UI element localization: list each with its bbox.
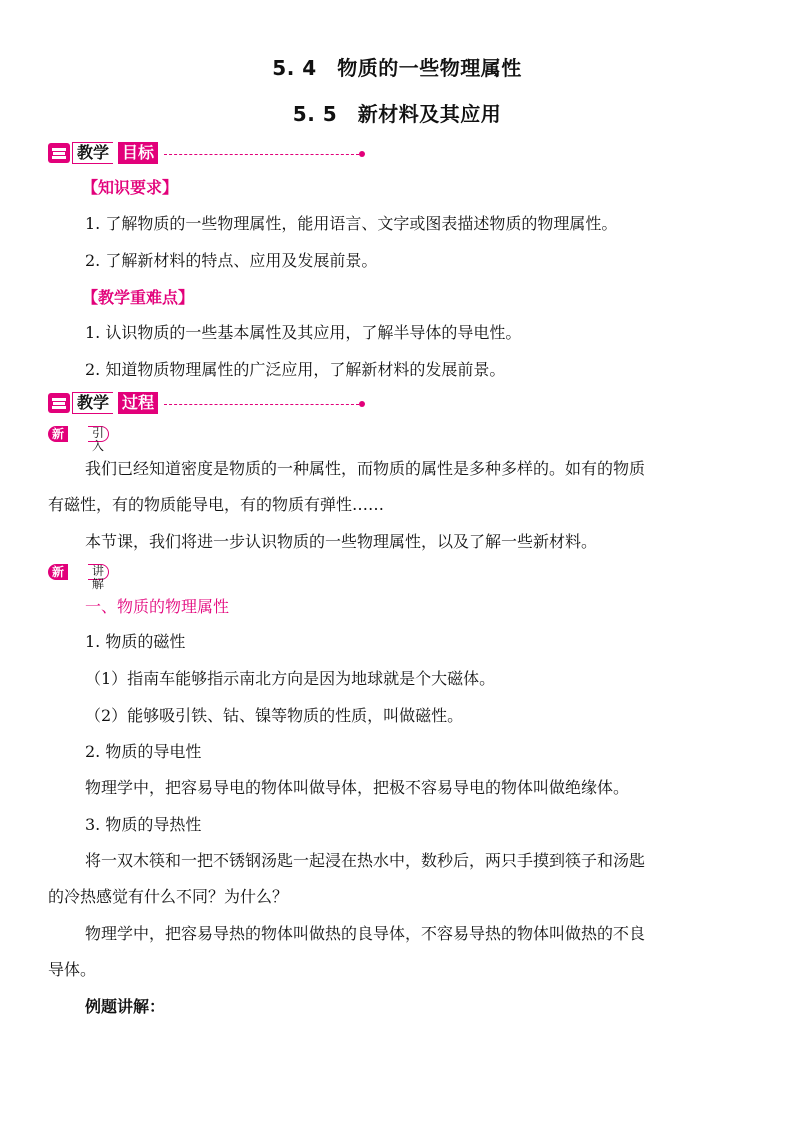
tag-part-a: 新课	[48, 426, 68, 442]
subsection-thermal: 3. 物质的导热性	[85, 815, 202, 834]
thermal-paragraph-1-line-1: 将一双木筷和一把不锈钢汤匙一起浸在热水中，数秒后，两只手摸到筷子和汤匙	[85, 851, 646, 870]
title-line-1: 5. 4 物质的一些物理属性	[272, 56, 522, 80]
tag-part-b: 引入	[88, 426, 109, 442]
difficulty-heading: 【教学重难点】	[82, 288, 195, 307]
intro-paragraph-2: 本节课，我们将进一步认识物质的一些物理属性，以及了解一些新材料。	[85, 532, 598, 551]
conductivity-text: 物理学中，把容易导电的物体叫做导体，把极不容易导电的物体叫做绝缘体。	[85, 778, 630, 797]
intro-paragraph-1-line-1: 我们已经知道密度是物质的一种属性，而物质的属性是多种多样的。如有的物质	[85, 459, 646, 478]
thermal-paragraph-2-line-1: 物理学中，把容易导热的物体叫做热的良导体，不容易导热的物体叫做热的不良	[85, 924, 646, 943]
section-label-b: 过程	[118, 392, 158, 414]
section-label-a: 教学	[72, 142, 113, 164]
section-label-b: 目标	[118, 142, 158, 164]
magnetism-point-2: （2）能够吸引铁、钴、镍等物质的性质，叫做磁性。	[85, 706, 464, 725]
knowledge-item-2: 2. 了解新材料的特点、应用及发展前景。	[85, 251, 378, 270]
thermal-paragraph-2-line-2: 导体。	[48, 960, 97, 979]
divider-end-dot	[359, 151, 365, 157]
thermal-paragraph-1-line-2: 的冷热感觉有什么不同？为什么？	[48, 887, 289, 906]
example-heading: 例题讲解：	[85, 997, 166, 1016]
lecture-heading: 一、物质的物理属性	[85, 597, 230, 616]
tag-part-b: 讲解	[88, 564, 109, 580]
knowledge-item-1: 1. 了解物质的一些物理属性，能用语言、文字或图表描述物质的物理属性。	[85, 214, 618, 233]
difficulty-item-1: 1. 认识物质的一些基本属性及其应用，了解半导体的导电性。	[85, 323, 522, 342]
dashed-divider	[164, 154, 359, 155]
knowledge-heading: 【知识要求】	[82, 178, 179, 197]
tag-part-a: 新课	[48, 564, 68, 580]
section-label-a: 教学	[72, 392, 113, 414]
divider-end-dot	[359, 401, 365, 407]
dashed-divider	[164, 404, 359, 405]
difficulty-item-2: 2. 知道物质物理属性的广泛应用，了解新材料的发展前景。	[85, 360, 506, 379]
section-header-process	[48, 392, 368, 414]
book-stack-icon	[48, 393, 70, 413]
magnetism-point-1: （1）指南车能够指示南北方向是因为地球就是个大磁体。	[85, 669, 496, 688]
subsection-magnetism: 1. 物质的磁性	[85, 632, 186, 651]
title-line-2: 5. 5 新材料及其应用	[292, 102, 502, 126]
subsection-conductivity: 2. 物质的导电性	[85, 742, 202, 761]
book-stack-icon	[48, 143, 70, 163]
intro-paragraph-1-line-2: 有磁性，有的物质能导电，有的物质有弹性……	[48, 495, 385, 514]
section-header-goals	[48, 142, 368, 164]
